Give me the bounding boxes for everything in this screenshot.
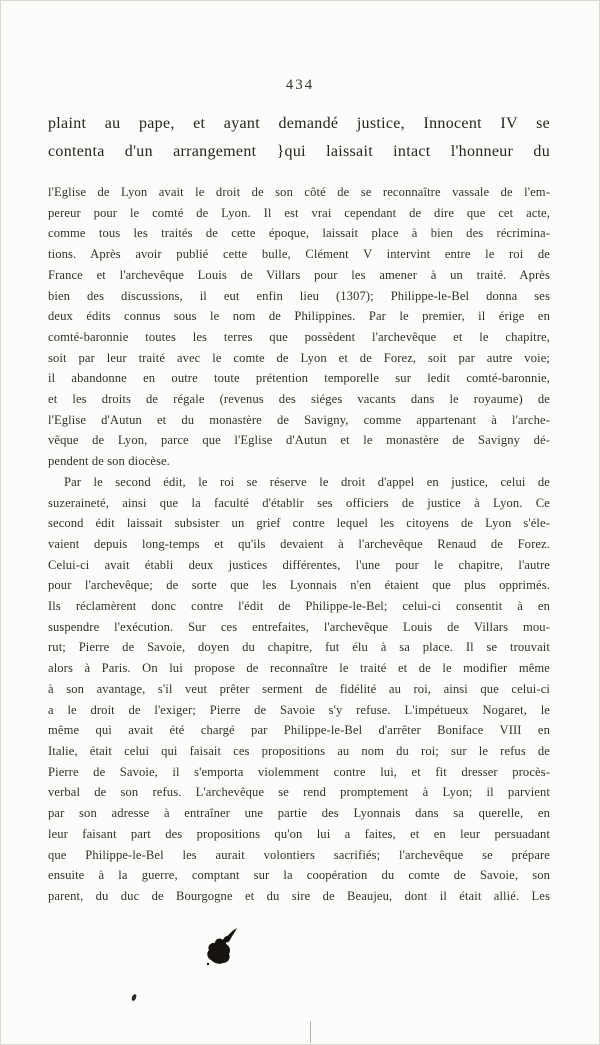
text-line: a le droit de l'exiger; Pierre de Savoie s'y refuse. L'impétueux Nogaret, le: [48, 702, 550, 717]
text-line: leur faisant part des propositions qu'on lui a faites, et en leur persuadant: [48, 826, 550, 841]
main-body-text: [48, 110, 550, 165]
text-line: vêque de Lyon, parce que l'Eglise d'Autun et le monastère de Savigny dé-: [48, 433, 550, 448]
text-line: parent, du duc de Bourgogne et du sire de Beaujeu, dont il était allié. Les: [48, 888, 550, 903]
text-line: il abandonne en outre toute prétention temporelle sur ledit comté-baronnie,: [48, 371, 550, 386]
text-line: France et l'archevêque Louis de Villars pour les amener à un traité. Après: [48, 267, 550, 282]
text-line: pereur pour le comté de Lyon. Il est vrai cependant de dire que cet acte,: [48, 205, 550, 220]
text-line: rut; Pierre de Savoie, doyen du chapitre, fut élu à sa place. Il se trouvait: [48, 640, 550, 655]
ink-speck: [131, 994, 137, 1002]
text-line: deux édits connus sous le nom de Philippines. Par le premier, il érige en: [48, 309, 550, 324]
text-line: alors à Paris. On lui propose de reconnaître le traité et de le modifier même: [48, 661, 550, 676]
text-line: vaient depuis long-temps et qu'ils devaient à l'archevêque Renaud de Forez.: [48, 536, 550, 551]
text-line: Par le second édit, le roi se réserve le droit d'appel en justice, celui de: [64, 474, 550, 489]
ink-stain: [199, 926, 243, 974]
text-line: par son adresse à entraîner une partie des Lyonnais dans sa querelle, en: [48, 806, 550, 821]
footnote-block: [48, 182, 550, 907]
text-line: pour l'archevêque; de sorte que les Lyonnais n'en étaient que plus opprimés.: [48, 578, 550, 593]
text-line: et les droits de régale (revenus des siéges vacants dans le royaume) de: [48, 392, 550, 407]
scan-hairline: [310, 1021, 311, 1043]
text-line: Italie, était celui qui faisait ces propositions au nom du roi; sur le refus de: [48, 743, 550, 758]
text-line: soit par leur traité avec le comte de Lyon et de Forez, soit par autre voie;: [48, 350, 550, 365]
footnote-paragraph-2: [48, 472, 550, 907]
text-line: que Philippe-le-Bel les aurait volontiers sacrifiés; l'archevêque se prépare: [48, 847, 550, 862]
text-line: à son avantage, s'il veut prêter serment de fidélité au roi, ainsi que celui-ci: [48, 681, 550, 696]
text-line: l'Eglise de Lyon avait le droit de son côté de se reconnaître vassale de l'em-: [48, 185, 550, 199]
text-line: ensuite à la guerre, comptant sur la coopération du comte de Savoie, son: [48, 868, 550, 883]
text-line: bien des discussions, il eut enfin lieu (1307); Philippe-le-Bel donna ses: [48, 288, 550, 303]
footnote-paragraph-1: [48, 182, 550, 472]
text-line: même qui avait été chargé par Philippe-le-Bel d'arrêter Boniface VIII en: [48, 723, 550, 738]
page-number: 434: [285, 77, 315, 93]
text-line: l'Eglise d'Autun et du monastère de Savigny, comme appartenant à l'arche-: [48, 412, 550, 427]
text-line: Ils réclamèrent donc contre l'édit de Philippe-le-Bel; celui-ci consentit à en: [48, 599, 550, 614]
text-line: plaint au pape, et ayant demandé justice, Innocent IV se: [48, 115, 550, 132]
text-line: contenta d'un arrangement }qui laissait intact l'honneur du: [48, 142, 550, 160]
text-line: Celui-ci avait établi deux justices différentes, l'une pour le chapitre, l'autre: [48, 557, 550, 572]
text-line: second édit laissait subsister un grief contre lequel les citoyens de Lyon s'éle-: [48, 516, 550, 531]
text-line: suspendre l'exécution. Sur ces entrefaites, l'archevêque Louis de Villars mou-: [48, 619, 550, 634]
text-line: comté-baronnie toutes les terres que possèdent l'archevêque et le chapitre,: [48, 329, 550, 344]
text-line: Pierre de Savoie, il s'emporta violemment contre lui, et fit dresser procès-: [48, 764, 550, 779]
text-line: verbal de son refus. L'archevêque se rend promptement à Lyon; il parvient: [48, 785, 550, 800]
text-line: comme tous les traités de cette époque, laissait place à bien des récrimina-: [48, 226, 550, 241]
text-line: suzeraineté, ainsi que la faculté d'établir ses officiers de justice à Lyon. Ce: [48, 495, 550, 510]
text-line: tions. Après avoir publié cette bulle, Clément V intervint entre le roi de: [48, 247, 550, 262]
text-line: pendent de son diocèse.: [48, 454, 170, 469]
